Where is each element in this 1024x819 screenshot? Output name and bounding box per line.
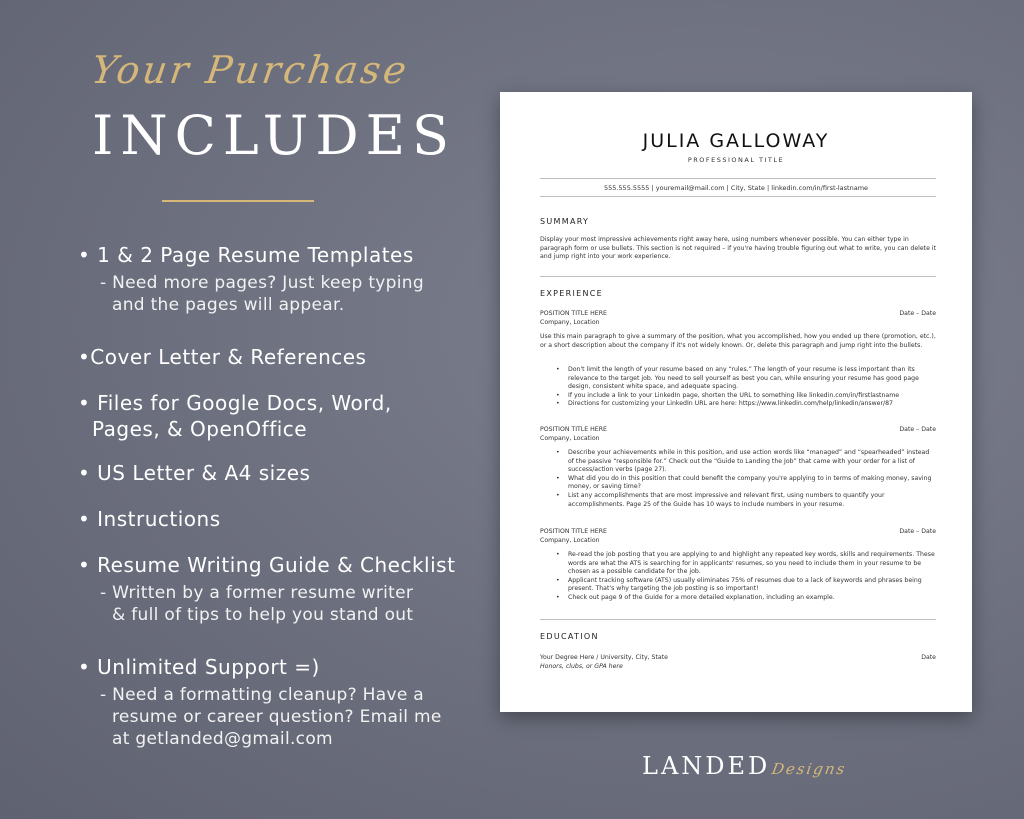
- job-intro: Use this main paragraph to give a summary of the position, what you accomplished, how you ended up there (promotion, etc.), or a short description about the company if it's not widely known. Or, delete this paragraph and jump right into the bullets.: [540, 333, 936, 349]
- feature-label: • US Letter & A4 sizes: [78, 461, 311, 485]
- job-header: [540, 528, 936, 537]
- job-header: [540, 426, 936, 435]
- summary-heading: SUMMARY: [540, 217, 590, 226]
- education-degree: Your Degree Here / University, City, State: [540, 654, 668, 661]
- job-position: POSITION TITLE HERE: [540, 426, 607, 433]
- job-bullets: [556, 551, 936, 603]
- feature-label: • Instructions: [78, 507, 221, 531]
- feature-item: [78, 460, 310, 486]
- resume-title: PROFESSIONAL TITLE: [687, 156, 785, 164]
- job-date: Date – Date: [899, 310, 936, 317]
- feature-label: • Unlimited Support =): [78, 655, 320, 679]
- resume-contact: 555.555.5555 | youremail@mail.com | City, State | linkedin.com/in/first-lastname: [603, 184, 869, 192]
- feature-label: •Cover Letter & References: [78, 345, 367, 369]
- feature-label: • Resume Writing Guide & Checklist: [78, 553, 456, 577]
- feature-detail: - Need a formatting cleanup? Have a resume or career question? Email me at getlanded@gmail.com: [100, 685, 442, 749]
- job-bullet: • If you include a link to your LinkedIn page, shorten the URL to something like linkedin.com/in/firstlastname: [556, 392, 936, 401]
- divider: [540, 619, 936, 620]
- job-company: Company, Location: [540, 435, 600, 442]
- heading-script: Your Purchase: [88, 48, 413, 92]
- feature-item: [78, 552, 455, 626]
- job-bullet: • Don't limit the length of your resume based on any “rules.” The length of your resume is less important than its relevance to the target job. You need to sell yourself as best you can, while ensuring your resume has good page design, consistent white space, and adequate spacing.: [556, 366, 936, 392]
- job-bullet: • Directions for customizing your LinkedIn URL are here: https://www.linkedin.com/help/linkedin/answer/87: [556, 400, 936, 409]
- job-bullet: • Re-read the job posting that you are applying to and highlight any repeated key words, skills and requirements. These words are what the ATS is searching for in applicants' resumes, so you need to include them in your resume to be chosen as a possible candidate for the job.: [556, 551, 936, 577]
- job-bullets: [556, 449, 936, 509]
- divider: [540, 276, 936, 277]
- job-position: POSITION TITLE HERE: [540, 310, 607, 317]
- education-date: Date: [921, 654, 936, 661]
- education-heading: EDUCATION: [540, 632, 599, 641]
- feature-detail: - Need more pages? Just keep typing and the pages will appear.: [100, 273, 424, 315]
- job-bullet: • Check out page 9 of the Guide for a more detailed explanation, including an example.: [556, 594, 936, 603]
- job-bullet: • Applicant tracking software (ATS) usually eliminates 75% of resumes due to a lack of keywords and phrases being present. That's why targeting the job posting is so important!: [556, 577, 936, 594]
- divider: [540, 196, 936, 197]
- job-date: Date – Date: [899, 426, 936, 433]
- feature-item: [78, 242, 424, 316]
- feature-label: • Files for Google Docs, Word,: [78, 391, 392, 415]
- feature-item: [78, 344, 366, 370]
- brand-logo-main: LANDED: [642, 752, 771, 780]
- job-company: Company, Location: [540, 537, 600, 544]
- resume-name: JULIA GALLOWAY: [642, 130, 830, 152]
- resume-preview: [500, 92, 972, 712]
- job-bullet: • Describe your achievements while in this position, and use action words like “managed” and “spearheaded” instead of the passive “responsible for.” Check out the “Guide to Landing the Job” that came with your order for a list of success/action verbs (page 27).: [556, 449, 936, 475]
- experience-heading: EXPERIENCE: [540, 289, 604, 298]
- education-row: [540, 654, 936, 663]
- job-date: Date – Date: [899, 528, 936, 535]
- feature-item: [78, 390, 392, 442]
- feature-label: • 1 & 2 Page Resume Templates: [78, 243, 414, 267]
- feature-detail: - Written by a former resume writer & full of tips to help you stand out: [100, 583, 414, 625]
- job-bullet: • What did you do in this position that could benefit the company you're applying to in terms of making money, saving money, or saving time?: [556, 475, 936, 492]
- education-honors: Honors, clubs, or GPA here: [540, 663, 623, 670]
- heading-divider: [162, 200, 314, 202]
- brand-logo-script: Designs: [770, 760, 848, 778]
- job-bullet: • List any accomplishments that are most impressive and relevant first, using numbers to quantify your accomplishments. Page 25 of the Guide has 10 ways to include numbers in your resume.: [556, 492, 936, 509]
- feature-item: [78, 506, 221, 532]
- job-header: [540, 310, 936, 319]
- job-position: POSITION TITLE HERE: [540, 528, 607, 535]
- heading-main: INCLUDES: [92, 104, 457, 167]
- job-bullets: [556, 366, 936, 409]
- summary-text: Display your most impressive achievements right away here, using numbers whenever possible. You can either type in paragraph form or use bullets. This section is not required – if you're having trouble figuring out what to write, you can delete it and jump right into your work experience.: [540, 236, 937, 261]
- job-company: Company, Location: [540, 319, 600, 326]
- divider: [540, 178, 936, 179]
- feature-item: [78, 654, 442, 750]
- feature-label-cont: Pages, & OpenOffice: [92, 417, 308, 441]
